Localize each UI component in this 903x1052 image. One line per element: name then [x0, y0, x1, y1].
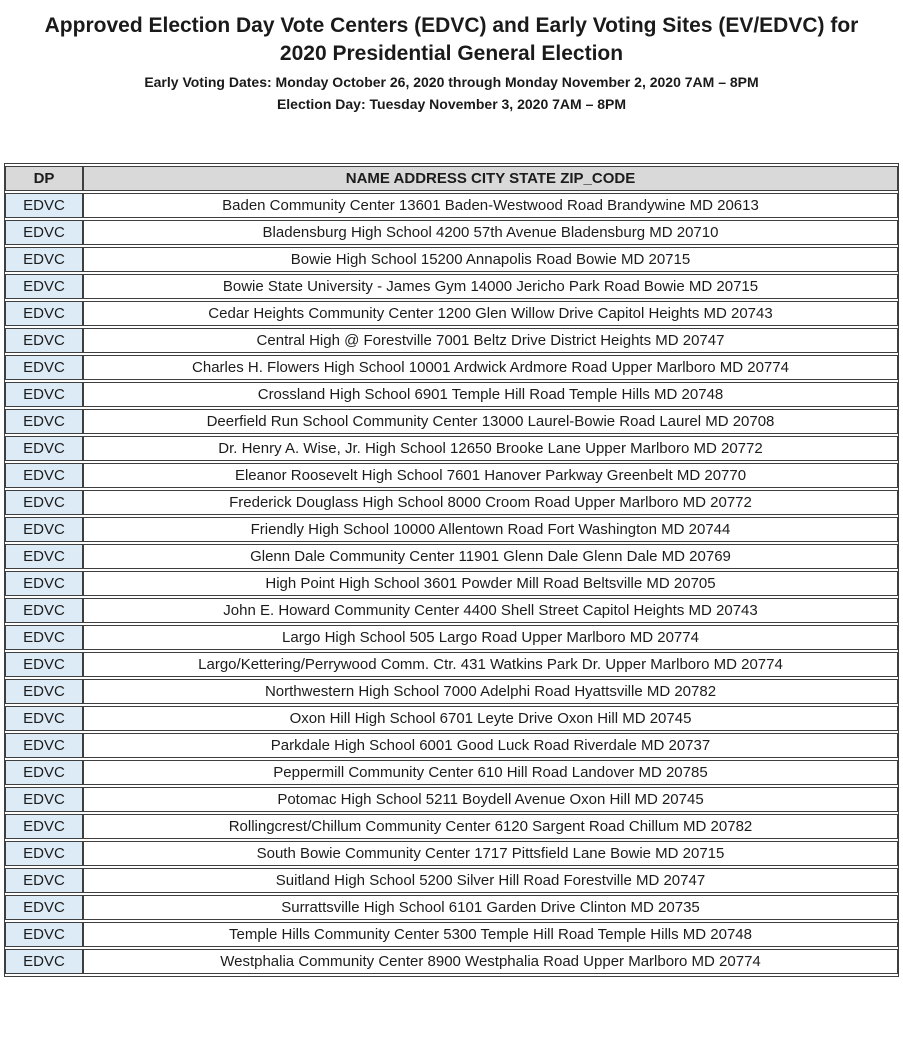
location-cell: Bowie State University - James Gym 14000 Jericho Park Road Bowie MD 20715	[83, 274, 898, 299]
table-body	[5, 193, 898, 974]
dp-cell: EDVC	[5, 922, 83, 947]
document-header	[0, 0, 903, 115]
location-cell: Eleanor Roosevelt High School 7601 Hanover Parkway Greenbelt MD 20770	[83, 463, 898, 488]
table-row	[5, 220, 898, 245]
table-row	[5, 490, 898, 515]
location-cell: Deerfield Run School Community Center 13000 Laurel-Bowie Road Laurel MD 20708	[83, 409, 898, 434]
location-cell: John E. Howard Community Center 4400 Shell Street Capitol Heights MD 20743	[83, 598, 898, 623]
table-row	[5, 409, 898, 434]
dp-cell: EDVC	[5, 220, 83, 245]
dp-cell: EDVC	[5, 328, 83, 353]
table-row	[5, 814, 898, 839]
table-row	[5, 625, 898, 650]
dp-cell: EDVC	[5, 247, 83, 272]
subtitle-block	[0, 72, 903, 115]
table-row	[5, 301, 898, 326]
location-cell: Largo High School 505 Largo Road Upper Marlboro MD 20774	[83, 625, 898, 650]
table-row	[5, 787, 898, 812]
location-cell: Surrattsville High School 6101 Garden Drive Clinton MD 20735	[83, 895, 898, 920]
dp-cell: EDVC	[5, 625, 83, 650]
dp-cell: EDVC	[5, 544, 83, 569]
location-cell: Rollingcrest/Chillum Community Center 6120 Sargent Road Chillum MD 20782	[83, 814, 898, 839]
dp-cell: EDVC	[5, 841, 83, 866]
dp-cell: EDVC	[5, 382, 83, 407]
table-row	[5, 247, 898, 272]
dp-cell: EDVC	[5, 490, 83, 515]
vote-centers-table-wrapper	[4, 163, 899, 977]
table-row	[5, 841, 898, 866]
dp-cell: EDVC	[5, 571, 83, 596]
location-cell: Bowie High School 15200 Annapolis Road Bowie MD 20715	[83, 247, 898, 272]
dp-cell: EDVC	[5, 409, 83, 434]
table-row	[5, 571, 898, 596]
page-title-line-2: 2020 Presidential General Election	[279, 41, 624, 65]
location-cell: Frederick Douglass High School 8000 Croom Road Upper Marlboro MD 20772	[83, 490, 898, 515]
location-cell: Central High @ Forestville 7001 Beltz Drive District Heights MD 20747	[83, 328, 898, 353]
dp-cell: EDVC	[5, 436, 83, 461]
page-title-line-1: Approved Election Day Vote Centers (EDVC) and Early Voting Sites (EV/EDVC) for	[44, 14, 859, 37]
location-cell: Baden Community Center 13601 Baden-Westwood Road Brandywine MD 20613	[83, 193, 898, 218]
location-cell: Parkdale High School 6001 Good Luck Road Riverdale MD 20737	[83, 733, 898, 758]
table-row	[5, 760, 898, 785]
dp-cell: EDVC	[5, 814, 83, 839]
dp-cell: EDVC	[5, 652, 83, 677]
table-row	[5, 679, 898, 704]
location-cell: Largo/Kettering/Perrywood Comm. Ctr. 431 Watkins Park Dr. Upper Marlboro MD 20774	[83, 652, 898, 677]
dp-cell: EDVC	[5, 895, 83, 920]
location-cell: Bladensburg High School 4200 57th Avenue Bladensburg MD 20710	[83, 220, 898, 245]
dp-cell: EDVC	[5, 463, 83, 488]
dp-cell: EDVC	[5, 868, 83, 893]
table-row	[5, 436, 898, 461]
table-row	[5, 193, 898, 218]
table-row	[5, 895, 898, 920]
location-cell: High Point High School 3601 Powder Mill Road Beltsville MD 20705	[83, 571, 898, 596]
table-row	[5, 355, 898, 380]
location-cell: Dr. Henry A. Wise, Jr. High School 12650 Brooke Lane Upper Marlboro MD 20772	[83, 436, 898, 461]
location-cell: Oxon Hill High School 6701 Leyte Drive Oxon Hill MD 20745	[83, 706, 898, 731]
table-row	[5, 382, 898, 407]
table-row	[5, 733, 898, 758]
table-row	[5, 598, 898, 623]
vote-centers-table	[5, 164, 898, 976]
dp-cell: EDVC	[5, 733, 83, 758]
dp-cell: EDVC	[5, 760, 83, 785]
location-cell: Crossland High School 6901 Temple Hill Road Temple Hills MD 20748	[83, 382, 898, 407]
dp-cell: EDVC	[5, 301, 83, 326]
location-cell: Suitland High School 5200 Silver Hill Road Forestville MD 20747	[83, 868, 898, 893]
table-row	[5, 463, 898, 488]
table-row	[5, 706, 898, 731]
table-row	[5, 652, 898, 677]
table-row	[5, 274, 898, 299]
table-row	[5, 328, 898, 353]
dp-cell: EDVC	[5, 355, 83, 380]
dp-cell: EDVC	[5, 517, 83, 542]
location-cell: Charles H. Flowers High School 10001 Ardwick Ardmore Road Upper Marlboro MD 20774	[83, 355, 898, 380]
early-voting-dates-text: Early Voting Dates: Monday October 26, 2020 through Monday November 2, 2020 7AM – 8PM	[144, 73, 759, 90]
location-cell: Westphalia Community Center 8900 Westphalia Road Upper Marlboro MD 20774	[83, 949, 898, 974]
location-cell: Cedar Heights Community Center 1200 Glen Willow Drive Capitol Heights MD 20743	[83, 301, 898, 326]
election-day-text: Election Day: Tuesday November 3, 2020 7AM – 8PM	[276, 95, 627, 112]
table-row	[5, 922, 898, 947]
location-cell: Potomac High School 5211 Boydell Avenue Oxon Hill MD 20745	[83, 787, 898, 812]
dp-column-header: DP	[5, 166, 83, 191]
location-cell: South Bowie Community Center 1717 Pittsfield Lane Bowie MD 20715	[83, 841, 898, 866]
dp-cell: EDVC	[5, 706, 83, 731]
location-cell: Friendly High School 10000 Allentown Road Fort Washington MD 20744	[83, 517, 898, 542]
table-row	[5, 544, 898, 569]
table-row	[5, 517, 898, 542]
dp-cell: EDVC	[5, 949, 83, 974]
name-address-column-header: NAME ADDRESS CITY STATE ZIP_CODE	[83, 166, 898, 191]
dp-cell: EDVC	[5, 679, 83, 704]
location-cell: Peppermill Community Center 610 Hill Road Landover MD 20785	[83, 760, 898, 785]
table-header-row	[5, 166, 898, 191]
dp-cell: EDVC	[5, 598, 83, 623]
table-row	[5, 868, 898, 893]
dp-cell: EDVC	[5, 274, 83, 299]
dp-cell: EDVC	[5, 193, 83, 218]
location-cell: Glenn Dale Community Center 11901 Glenn Dale Glenn Dale MD 20769	[83, 544, 898, 569]
dp-cell: EDVC	[5, 787, 83, 812]
table-row	[5, 949, 898, 974]
location-cell: Temple Hills Community Center 5300 Temple Hill Road Temple Hills MD 20748	[83, 922, 898, 947]
location-cell: Northwestern High School 7000 Adelphi Road Hyattsville MD 20782	[83, 679, 898, 704]
